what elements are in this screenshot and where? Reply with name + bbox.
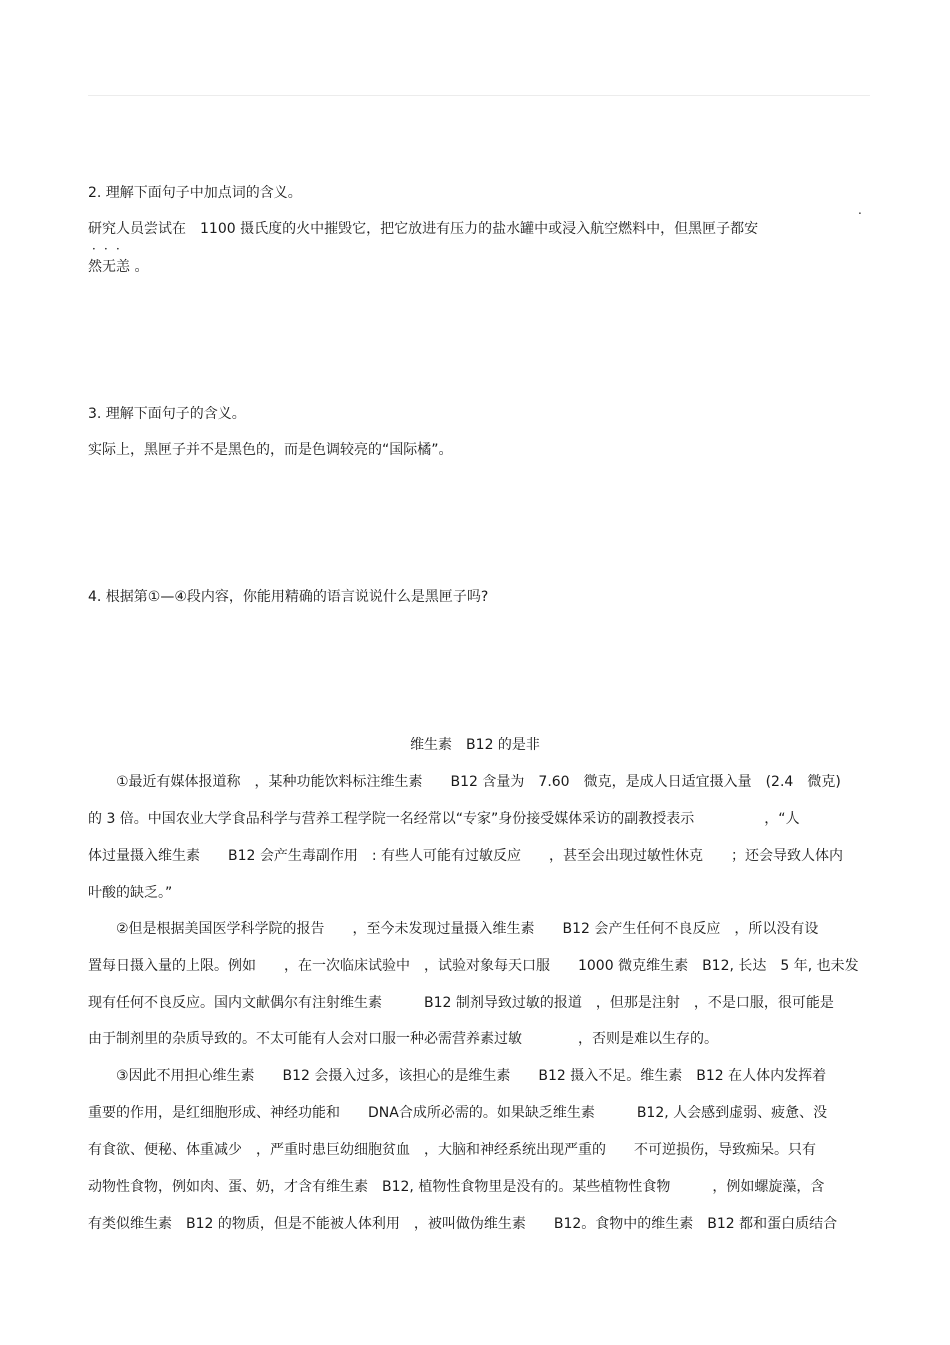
article-line: 有类似维生素 B12 的物质，但是不能被人体利用 ，被叫做伪维生素 B12。食物中的维生素 B12 都和蛋白质结合 <box>88 1216 838 1232</box>
article-line: ③因此不用担心维生素 B12 会摄入过多，该担心的是维生素 B12 摄入不足。维生素 B12 在人体内发挥着 <box>88 1068 827 1084</box>
article-line: ②但是根据美国医学科学院的报告 ，至今未发现过量摄入维生素 B12 会产生任何不良反应 ，所以没有设 <box>88 921 819 937</box>
article-title: 维生素 B12 的是非 <box>410 737 540 753</box>
article-line: 由于制剂里的杂质导致的。不太可能有人会对口服一种必需营养素过敏 ，否则是难以生存的。 <box>88 1031 718 1047</box>
stray-mark: . <box>858 203 862 217</box>
question-2-sentence-line2: 然无恙 。 <box>88 259 149 275</box>
header-rule <box>88 95 870 96</box>
article-line: 体过量摄入维生素 B12 会产生毒副作用 : 有些人可能有过敏反应 ，甚至会出现过敏性休克 ；还会导致人体内 <box>88 848 844 864</box>
question-2-title: 2. 理解下面句子中加点词的含义。 <box>88 185 302 201</box>
emphasis-dots: ．．． <box>92 238 135 252</box>
question-3-sentence: 实际上，黑匣子并不是黑色的，而是色调较亮的“国际橘”。 <box>88 442 453 458</box>
article-line: 的 3 倍。中国农业大学食品科学与营养工程学院一名经常以“专家”身份接受媒体采访的副教授表示 ，“人 <box>88 811 800 827</box>
article-line: 现有任何不良反应。国内文献偶尔有注射维生素 B12 制剂导致过敏的报道 ，但那是注射 ，不是口服，很可能是 <box>88 995 834 1011</box>
article-line: ①最近有媒体报道称 ，某种功能饮料标注维生素 B12 含量为 7.60 微克，是成人日适宜摄入量 (2.4 微克) <box>88 774 841 790</box>
article-line: 有食欲、便秘、体重减少 ，严重时患巨幼细胞贫血 ，大脑和神经系统出现严重的 不可逆损伤，导致痴呆。只有 <box>88 1142 816 1158</box>
article-line: 重要的作用，是红细胞形成、神经功能和 DNA合成所必需的。如果缺乏维生素 B12, 人会感到虚弱、疲惫、没 <box>88 1105 828 1121</box>
article-line: 动物性食物，例如肉、蛋、奶，才含有维生素 B12, 植物性食物里是没有的。某些植物性食物 ，例如螺旋藻，含 <box>88 1179 825 1195</box>
article-line: 叶酸的缺乏。” <box>88 885 173 901</box>
question-3-title: 3. 理解下面句子的含义。 <box>88 406 246 422</box>
question-4-title: 4. 根据第①—④段内容，你能用精确的语言说说什么是黑匣子吗? <box>88 589 489 605</box>
question-2-sentence-line1: 研究人员尝试在 1100 摄氏度的火中摧毁它，把它放进有压力的盐水罐中或浸入航空燃料中，但黑匣子都安 <box>88 221 759 237</box>
article-line: 置每日摄入量的上限。例如 ，在一次临床试验中 ，试验对象每天口服 1000 微克维生素 B12, 长达 5 年, 也未发 <box>88 958 859 974</box>
